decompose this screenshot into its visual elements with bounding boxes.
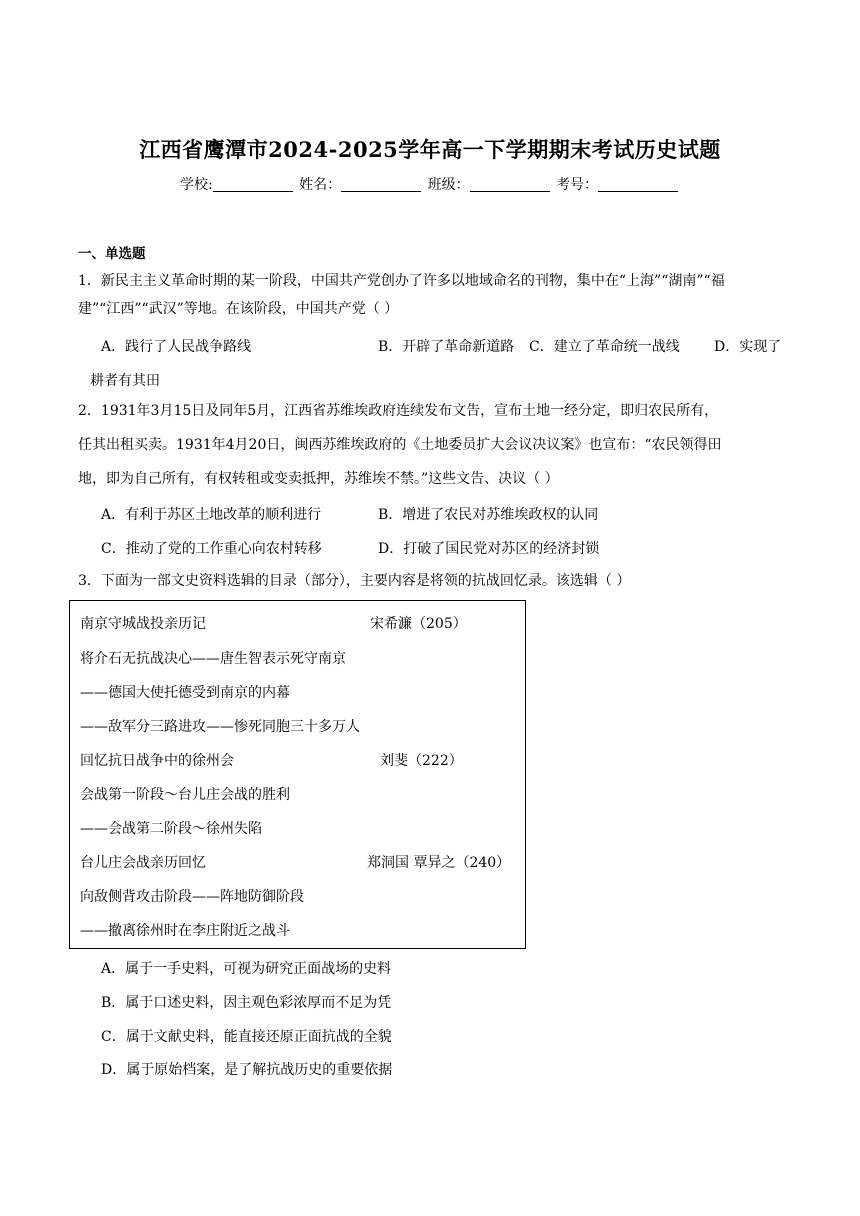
stem-line: 1．新民主主义革命时期的某一阶段，中国共产党创办了许多以地域命名的刊物，集中在“上海”“湖南”“福 xyxy=(78,273,725,289)
toc-line: ——德国大使托德受到南京的内幕 xyxy=(80,685,290,701)
q3-option-d[interactable]: D．属于原始档案，是了解抗战历史的重要依据 xyxy=(101,1062,393,1078)
toc-line: ——会战第二阶段～徐州失陷 xyxy=(80,821,262,837)
stem-line: 地，即为自己所有，有权转租或变卖抵押，苏维埃不禁。”这些文告、决议（ ） xyxy=(78,471,559,487)
stem-line: 任其出租买卖。1931年4月20日，闽西苏维埃政府的《土地委员扩大会议决议案》也宣布：“农民领得田 xyxy=(78,437,722,453)
class-label: 班级： xyxy=(427,177,470,193)
q1-option-b[interactable]: B．开辟了革命新道路 xyxy=(378,339,515,355)
exam-no-label: 考号： xyxy=(556,177,599,193)
q3-option-b[interactable]: B．属于口述史料，因主观色彩浓厚而不足为凭 xyxy=(101,995,392,1011)
student-info-line xyxy=(0,174,860,194)
question-2-stem xyxy=(78,397,784,493)
toc-author-page: 宋希濂（205） xyxy=(370,616,467,632)
table-of-contents-box xyxy=(69,600,526,949)
name-blank[interactable] xyxy=(341,177,421,192)
q2-option-d[interactable]: D．打破了国民党对苏区的经济封锁 xyxy=(378,541,600,557)
toc-line: 回忆抗日战争中的徐州会 xyxy=(80,753,234,769)
school-blank[interactable] xyxy=(213,177,293,192)
section-heading: 一、单选题 xyxy=(78,246,146,262)
q1-option-c[interactable]: C．建立了革命统一战线 xyxy=(529,339,680,355)
q2-option-c[interactable]: C．推动了党的工作重心向农村转移 xyxy=(101,541,322,557)
name-label: 姓名： xyxy=(299,177,342,193)
toc-line: 南京守城战投亲历记 xyxy=(80,616,206,632)
page-title: 江西省鹰潭市2024-2025学年高一下学期期末考试历史试题 xyxy=(139,137,721,162)
toc-line: 台儿庄会战亲历回忆 xyxy=(80,855,206,871)
toc-line: 向敌侧背攻击阶段——阵地防御阶段 xyxy=(80,889,304,905)
toc-line: ——敌军分三路进攻——惨死同胞三十多万人 xyxy=(80,719,360,735)
toc-line: 会战第一阶段～台儿庄会战的胜利 xyxy=(80,787,290,803)
question-1-stem xyxy=(78,267,784,323)
toc-line: 将介石无抗战决心——唐生智表示死守南京 xyxy=(80,651,346,667)
q1-option-d[interactable]: D．实现了 xyxy=(714,339,782,355)
toc-author-page: 郑洞国 覃异之（240） xyxy=(367,855,511,871)
stem-line: 建”“江西”“武汉”等地。在该阶段，中国共产党（ ） xyxy=(78,301,399,317)
exam-no-blank[interactable] xyxy=(598,177,678,192)
toc-author-page: 刘斐（222） xyxy=(380,753,463,769)
class-blank[interactable] xyxy=(470,177,550,192)
q2-option-a[interactable]: A．有利于苏区土地改革的顺利进行 xyxy=(101,507,322,523)
school-label: 学校: xyxy=(179,177,213,193)
toc-line: ——撤离徐州时在李庄附近之战斗 xyxy=(80,923,290,939)
q3-option-a[interactable]: A．属于一手史料，可视为研究正面战场的史料 xyxy=(101,961,392,977)
q3-option-c[interactable]: C．属于文献史料，能直接还原正面抗战的全貌 xyxy=(101,1029,392,1045)
q2-option-b[interactable]: B．增进了农民对苏维埃政权的认同 xyxy=(378,507,599,523)
stem-line: 2．1931年3月15日及同年5月，江西省苏维埃政府连续发布文告，宣布土地一经分定，即归农民所有， xyxy=(78,403,719,419)
question-3-stem xyxy=(78,567,784,595)
stem-line: 3．下面为一部文史资料选辑的目录（部分），主要内容是将领的抗战回忆录。该选辑（ ） xyxy=(78,573,631,589)
q1-option-a[interactable]: A．践行了人民战争路线 xyxy=(101,339,252,355)
q1-option-d-continued: 耕者有其田 xyxy=(90,373,160,389)
